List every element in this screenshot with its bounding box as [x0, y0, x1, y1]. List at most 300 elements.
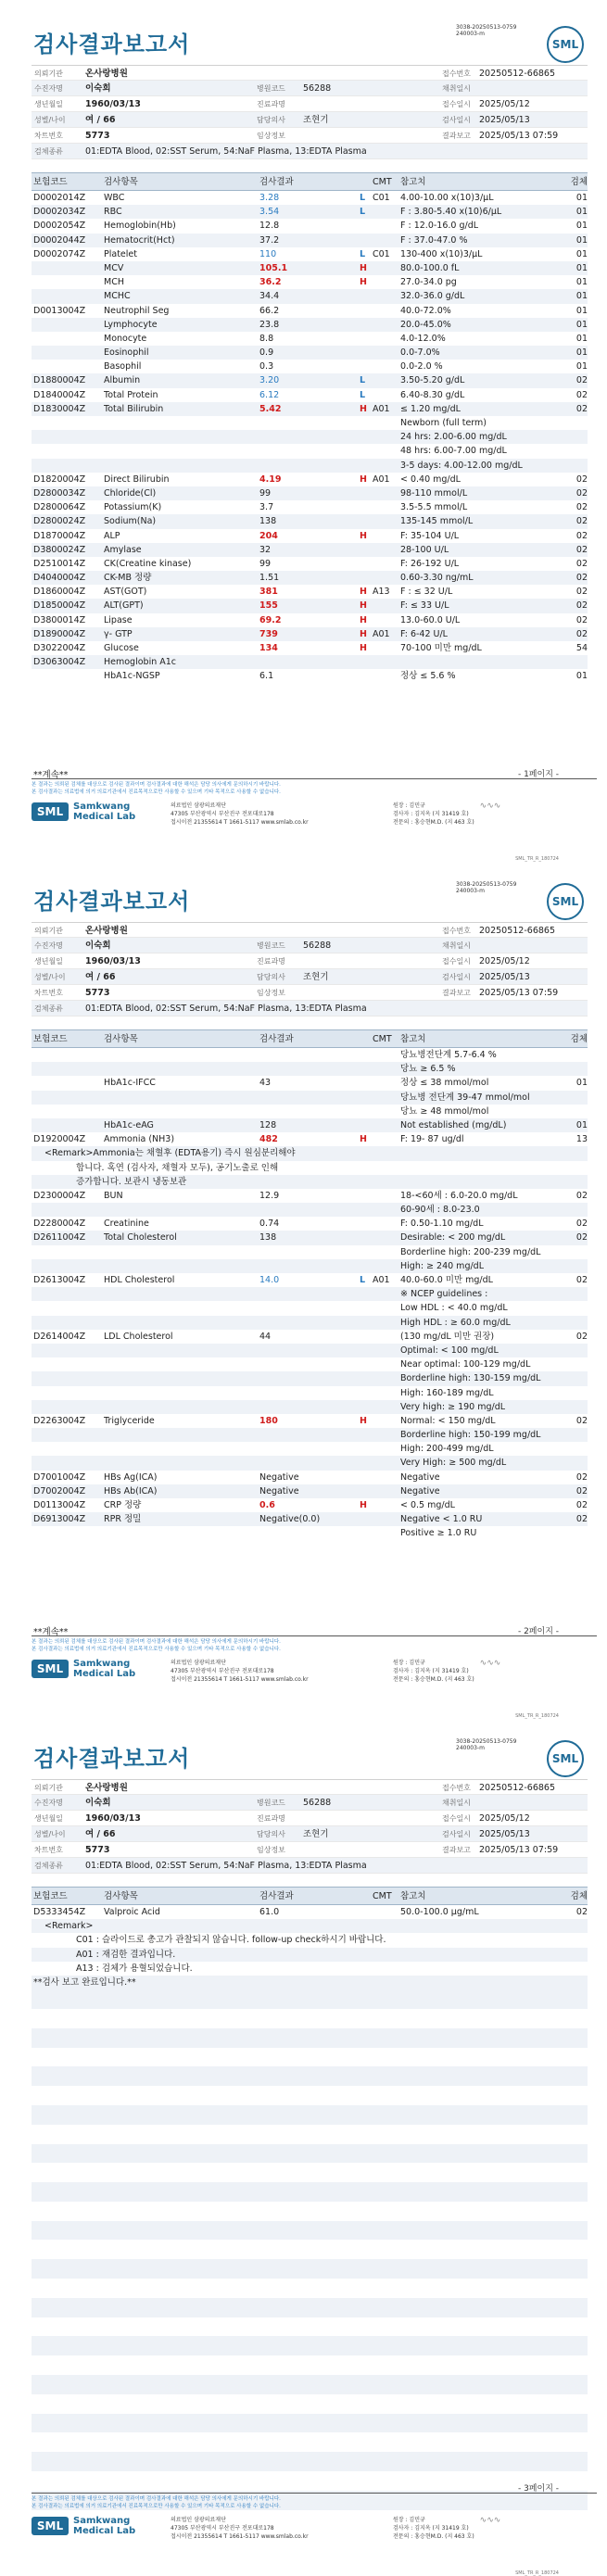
result-flag: H [360, 277, 367, 288]
result-flag [360, 1245, 373, 1259]
insurance-code: D7002004Z [33, 1485, 86, 1496]
result-flag [360, 486, 373, 500]
comment-code: A01 [373, 474, 390, 485]
test-result: 0.6 [259, 1500, 275, 1510]
test-result [259, 1301, 360, 1315]
table-row [32, 318, 588, 332]
sml-logo: SML [547, 1740, 584, 1777]
page-footer [20, 767, 587, 862]
specimen-code [565, 1428, 588, 1442]
specimen-code: 01 [575, 671, 588, 682]
table-row [32, 655, 588, 669]
test-result: 0.3 [259, 361, 274, 373]
form-code: SML_TR_R_180724 [515, 856, 559, 862]
remark-row [32, 1175, 588, 1189]
test-result: 32 [259, 544, 272, 555]
comment-code: C01 [373, 248, 390, 259]
info-value: 여 / 66 [85, 972, 116, 982]
comment-code [373, 514, 400, 528]
insurance-code: D1830004Z [33, 403, 86, 414]
reference-range: 0.0-7.0% [400, 347, 440, 359]
test-item: CK(Creatine kinase) [104, 558, 192, 569]
col-specimen: 검체 [570, 1891, 588, 1901]
info-value: 2025/05/12 [479, 1813, 530, 1824]
test-item: Neutrophil Seg [104, 305, 170, 316]
lab-logo [32, 1659, 171, 1679]
specimen-code: 02 [575, 544, 588, 555]
blank-rows [32, 1989, 588, 2529]
reference-range: 32.0-36.0 g/dL [400, 291, 465, 302]
reference-range: 3-5 days: 4.00-12.00 mg/dL [400, 460, 523, 471]
comment-code [373, 373, 400, 387]
remark-row [32, 1933, 588, 1947]
table-row [32, 1442, 588, 1456]
comment-code [373, 1189, 400, 1203]
specimen-code [565, 1062, 588, 1076]
result-flag: H [360, 1134, 367, 1145]
test-result: 8.8 [259, 333, 274, 344]
info-label: 진료과명 [257, 100, 285, 108]
col-result: 검사결과 [259, 177, 294, 187]
info-label: 채취일시 [442, 1799, 471, 1807]
table-row [32, 1259, 588, 1273]
reference-range: F: ≤ 33 U/L [400, 600, 449, 612]
specimen-code: 01 [575, 277, 588, 288]
comment-code [373, 1217, 400, 1231]
signatory-line: 검사자 : 김지옥 (지 31419 호) [393, 2525, 469, 2532]
specimen-code: 01 [575, 248, 588, 259]
table-row [32, 332, 588, 346]
comment-code [373, 1526, 400, 1540]
test-result [259, 1245, 360, 1259]
insurance-code: D0113004Z [33, 1500, 86, 1510]
info-label: 의뢰기관 [34, 69, 63, 78]
info-value [303, 96, 442, 111]
info-value: 2025/05/12 [479, 956, 530, 966]
comment-code [373, 486, 400, 500]
result-flag [360, 430, 373, 444]
insurance-code [32, 346, 104, 360]
disclaimer-line: 본 결과는 의뢰된 검체를 대상으로 검사된 결과이며 검사결과에 대한 해석은 담당 의사에게 문의하시기 바랍니다. [32, 2496, 281, 2502]
blank-row [32, 2182, 588, 2202]
result-flag: H [360, 1415, 367, 1426]
address-line: 접시이전 21355614 T 1661-5117 www.smlab.co.kr [171, 1676, 309, 1683]
specimen-code [565, 430, 588, 444]
test-result [259, 655, 360, 669]
info-row [32, 81, 588, 96]
info-value: 56288 [303, 1798, 332, 1808]
test-item: Valproic Acid [104, 1907, 160, 1917]
result-flag [360, 219, 373, 233]
lab-name-line: Samkwang [73, 802, 131, 812]
insurance-code: D2800064Z [33, 502, 86, 513]
info-label: 진료과명 [257, 957, 285, 966]
specimen-code [565, 1386, 588, 1400]
insurance-code [32, 318, 104, 332]
info-label: 담당의사 [257, 1830, 285, 1838]
comment-code [373, 1428, 400, 1442]
blank-row [32, 2336, 588, 2355]
test-result: 61.0 [259, 1907, 280, 1917]
test-result: 5.42 [259, 403, 282, 414]
comment-code [373, 430, 400, 444]
col-result: 검사결과 [259, 1891, 294, 1901]
table-row [32, 599, 588, 612]
col-specimen: 검체 [570, 1034, 588, 1044]
info-value: 2025/05/13 07:59 [479, 988, 559, 998]
test-result [259, 1400, 360, 1414]
specimen-code: 13 [575, 1134, 588, 1145]
patient-info-table [32, 922, 588, 1017]
comment-code [373, 1301, 400, 1315]
table-row [32, 486, 588, 500]
remark-row [32, 1948, 588, 1962]
test-result [259, 1357, 360, 1371]
test-item: HbA1c-NGSP [104, 671, 160, 682]
blank-row [32, 2163, 588, 2182]
blank-row [32, 2259, 588, 2279]
report-title: 검사결과보고서 [33, 1746, 191, 1772]
insurance-code [32, 1400, 104, 1414]
info-row [32, 938, 588, 953]
test-result: 6.1 [259, 671, 274, 682]
lab-name-line: Medical Lab [73, 2526, 136, 2536]
table-row [32, 1217, 588, 1231]
comment-code [373, 388, 400, 402]
test-item: RBC [104, 207, 122, 218]
info-label: 접수번호 [442, 927, 471, 935]
info-value: 2025/05/13 [479, 972, 530, 982]
info-label: 생년월일 [34, 100, 63, 108]
test-item: RPR 정밀 [104, 1514, 142, 1525]
info-value: 여 / 66 [85, 1829, 116, 1839]
test-item: ALP [104, 530, 120, 541]
reference-range: High HDL : ≥ 60.0 mg/dL [400, 1317, 511, 1328]
disclaimer-line: 본 검사결과는 의료법에 의거 의료기관에서 진료목적으로만 사용할 수 있으며 기타 목적으로 사용할 수 없습니다. [32, 1647, 281, 1652]
reference-range: Negative < 1.0 RU [400, 1514, 483, 1525]
test-item: Chloride(Cl) [104, 487, 157, 499]
form-code: SML_TR_R_180724 [515, 2570, 559, 2576]
reference-range: F: 26-192 U/L [400, 558, 460, 569]
comment-code [373, 1245, 400, 1259]
test-result: 0.9 [259, 347, 274, 359]
result-flag [360, 514, 373, 528]
table-row [32, 1287, 588, 1301]
form-code: SML_TR_R_180724 [515, 1713, 559, 1719]
results-table [32, 1029, 588, 1541]
specimen-code: 01 [575, 262, 588, 273]
comment-code [373, 459, 400, 473]
test-item [104, 1357, 259, 1371]
specimen-code: 02 [575, 1514, 588, 1525]
table-row [32, 289, 588, 303]
reference-range [400, 655, 565, 669]
test-result: 1.51 [259, 573, 280, 584]
info-label: 채취일시 [442, 84, 471, 93]
result-flag: H [360, 530, 367, 541]
result-flag [360, 1442, 373, 1456]
specimen-code [565, 1344, 588, 1357]
test-result: 180 [259, 1415, 278, 1426]
info-label: 담당의사 [257, 973, 285, 981]
comment-code [373, 500, 400, 514]
insurance-code [32, 1259, 104, 1273]
reference-range: 48 hrs: 6.00-7.00 mg/dL [400, 446, 507, 457]
comment-code [373, 1132, 400, 1146]
test-result [259, 1062, 360, 1076]
signatories [393, 1659, 474, 1684]
test-item: Eosinophil [104, 347, 149, 359]
reference-range: 20.0-45.0% [400, 319, 451, 330]
insurance-code: D0002054Z [33, 221, 86, 232]
info-value: 이숙희 [85, 83, 111, 94]
insurance-code: D0002044Z [33, 234, 86, 246]
info-row [32, 969, 588, 985]
lab-name [73, 1659, 135, 1679]
reference-range: Borderline high: 130-159 mg/dL [400, 1373, 541, 1384]
comment-code [373, 1330, 400, 1344]
comment-code [373, 444, 400, 458]
specimen-code: 02 [575, 516, 588, 527]
reference-range: Very High: ≥ 500 mg/dL [400, 1458, 507, 1469]
comment-code [373, 219, 400, 233]
signature-image: ∿∿∿ [479, 2516, 501, 2525]
remark-row [32, 1962, 588, 1976]
page-number: - 2페이지 - [517, 1627, 559, 1636]
comment-code [373, 1512, 400, 1526]
table-row [32, 1132, 588, 1146]
result-flag [360, 1217, 373, 1231]
table-row [32, 1301, 588, 1315]
test-item: Ammonia (NH3) [104, 1134, 175, 1145]
test-result: Negative [259, 1471, 299, 1483]
specimen-types: 01:EDTA Blood, 02:SST Serum, 54:NaF Plasma, 13:EDTA Plasma [85, 1861, 367, 1871]
insurance-code: D0002034Z [33, 207, 86, 218]
table-row [32, 529, 588, 543]
results-table-header [32, 1887, 588, 1905]
table-row [32, 1484, 588, 1498]
test-result: 204 [259, 530, 278, 541]
test-item: Hematocrit(Hct) [104, 234, 175, 246]
test-result: 155 [259, 600, 278, 612]
reference-range: ≤ 1.20 mg/dL [400, 403, 461, 414]
comment-code [373, 1386, 400, 1400]
result-flag [360, 1076, 373, 1090]
col-ref: 참고치 [400, 1891, 426, 1901]
test-result [259, 444, 360, 458]
table-row [32, 1118, 588, 1132]
specimen-code: 01 [575, 361, 588, 373]
info-label: 접수일시 [442, 100, 471, 108]
table-row [32, 430, 588, 444]
result-flag: H [360, 628, 367, 639]
comment-code: A01 [373, 628, 390, 639]
table-row [32, 1428, 588, 1442]
insurance-code: D0013004Z [33, 305, 86, 316]
table-row [32, 1357, 588, 1371]
comment-code [373, 1076, 400, 1090]
table-row [32, 1076, 588, 1090]
specimen-code: 02 [575, 587, 588, 598]
specimen-code: 02 [575, 1219, 588, 1230]
comment-code [373, 1357, 400, 1371]
sml-mark: SML [32, 1660, 69, 1678]
result-flag [360, 289, 373, 303]
table-row [32, 1414, 588, 1428]
info-value: 이숙희 [85, 941, 111, 951]
specimen-code [565, 1203, 588, 1217]
remark-text: Ammonia는 채혈후 (EDTA용기) 즉시 원심분리해야 [93, 1148, 296, 1159]
blank-row [32, 2279, 588, 2298]
test-item [104, 1400, 259, 1414]
result-flag [360, 1371, 373, 1385]
info-label: 차트번호 [34, 132, 63, 140]
info-row [32, 1001, 588, 1017]
specimen-code: 02 [575, 628, 588, 639]
test-item [104, 1245, 259, 1259]
reference-range: 당뇨 ≥ 6.5 % [400, 1064, 456, 1075]
info-label: 임상정보 [257, 989, 285, 997]
comment-code [373, 1203, 400, 1217]
info-value: 여 / 66 [85, 115, 116, 125]
info-row [32, 1842, 588, 1858]
info-row [32, 953, 588, 969]
test-result: 6.12 [259, 389, 280, 400]
info-label: 차트번호 [34, 989, 63, 997]
info-row [32, 1826, 588, 1842]
info-label: 접수번호 [442, 1784, 471, 1792]
test-item [104, 459, 259, 473]
test-item [104, 1386, 259, 1400]
info-value: 5773 [85, 131, 110, 141]
table-row [32, 1062, 588, 1076]
col-code: 보험코드 [33, 1034, 68, 1044]
specimen-code: 02 [575, 1471, 588, 1483]
specimen-code: 01 [575, 347, 588, 359]
comment-code [373, 613, 400, 627]
test-item: Basophil [104, 361, 142, 373]
remark-text: 합니다. 혹연 (검사자, 채혈자 모두), 공기노출로 인해 [76, 1162, 279, 1173]
info-label: 담당의사 [257, 116, 285, 124]
specimen-code [565, 1316, 588, 1330]
col-cmt: CMT [373, 1891, 392, 1901]
insurance-code: D0002014Z [33, 193, 86, 203]
comment-code: A01 [373, 1275, 390, 1285]
result-flag: H [360, 600, 367, 612]
results-table-header [32, 1029, 588, 1048]
reference-range: 40.0-72.0% [400, 305, 451, 316]
info-label: 접수번호 [442, 69, 471, 78]
info-label: 의뢰기관 [34, 927, 63, 935]
specimen-code [565, 1301, 588, 1315]
result-flag [360, 500, 373, 514]
test-item: AST(GOT) [104, 587, 147, 598]
col-specimen: 검체 [570, 177, 588, 187]
info-label: 수진자명 [34, 941, 63, 950]
info-value [303, 1842, 442, 1857]
result-flag: L [360, 193, 366, 203]
specimen-code: 01 [575, 333, 588, 344]
info-label: 접수일시 [442, 957, 471, 966]
table-row [32, 543, 588, 557]
reference-range: Positive ≥ 1.0 RU [400, 1528, 477, 1539]
info-row [32, 985, 588, 1001]
test-item: Amylase [104, 544, 142, 555]
comment-code [373, 571, 400, 585]
reference-range: 40.0-60.0 미만 mg/dL [400, 1275, 493, 1285]
result-flag [360, 360, 373, 373]
lab-name-line: Medical Lab [73, 1669, 136, 1679]
reference-range: 70-100 미만 mg/dL [400, 643, 482, 653]
result-flag [360, 444, 373, 458]
page-number: - 1페이지 - [517, 770, 559, 779]
test-result [259, 1105, 360, 1118]
disclaimer-line: 본 결과는 의뢰된 검체를 대상으로 검사된 결과이며 검사결과에 대한 해석은 담당 의사에게 문의하시기 바랍니다. [32, 782, 281, 788]
test-result: 14.0 [259, 1275, 280, 1285]
insurance-code [32, 1118, 104, 1132]
table-row [32, 459, 588, 473]
specimen-code: 01 [575, 193, 588, 203]
specimen-code: 01 [575, 207, 588, 218]
specimen-code: 02 [575, 558, 588, 569]
test-item: Direct Bilirubin [104, 474, 170, 485]
blank-row [32, 2394, 588, 2414]
table-row [32, 1344, 588, 1357]
info-value: 2025/05/13 07:59 [479, 1845, 559, 1855]
comment-code: A13 [373, 587, 390, 598]
test-result [259, 1526, 360, 1540]
insurance-code [32, 1371, 104, 1385]
test-result: 37.2 [259, 234, 280, 246]
disclaimer [32, 1638, 587, 1653]
test-item [104, 1062, 259, 1076]
info-row [32, 1795, 588, 1811]
disclaimer [32, 781, 587, 796]
result-flag [360, 1259, 373, 1273]
address-line: 47305 부산광역시 부산진구 전포대로178 [171, 2525, 274, 2532]
insurance-code [32, 444, 104, 458]
insurance-code [32, 1048, 104, 1062]
reference-range: Low HDL : < 40.0 mg/dL [400, 1303, 508, 1314]
reference-range: 18-<60세 : 6.0-20.0 mg/dL [400, 1190, 518, 1201]
reference-range: 정상 ≤ 5.6 % [400, 671, 456, 682]
test-result: 12.8 [259, 221, 280, 232]
blank-row [32, 2125, 588, 2144]
specimen-code [565, 1357, 588, 1371]
test-item [104, 430, 259, 444]
continued-note: **계속** [33, 770, 69, 780]
table-row [32, 1203, 588, 1217]
test-result: 3.7 [259, 502, 274, 513]
results-table-header [32, 172, 588, 191]
info-label: 병원코드 [257, 1799, 285, 1807]
table-row [32, 500, 588, 514]
info-label: 의뢰기관 [34, 1784, 63, 1792]
test-item: Hemoglobin(Hb) [104, 221, 176, 232]
test-result: 69.2 [259, 614, 282, 625]
comment-code [373, 1259, 400, 1273]
test-result: 110 [259, 248, 277, 259]
insurance-code [32, 1456, 104, 1470]
insurance-code [32, 1428, 104, 1442]
signatory-line: 전문의 : 홍승현M.D. (지 463 호) [393, 819, 474, 826]
test-item: MCHC [104, 291, 131, 302]
signatory-line: 원장 : 김민규 [393, 1660, 425, 1666]
specimen-code: 01 [575, 319, 588, 330]
reference-range: 당뇨병 전단계 39-47 mmol/mol [400, 1092, 530, 1103]
comment-code [373, 360, 400, 373]
info-label: 결과보고 [442, 989, 471, 997]
